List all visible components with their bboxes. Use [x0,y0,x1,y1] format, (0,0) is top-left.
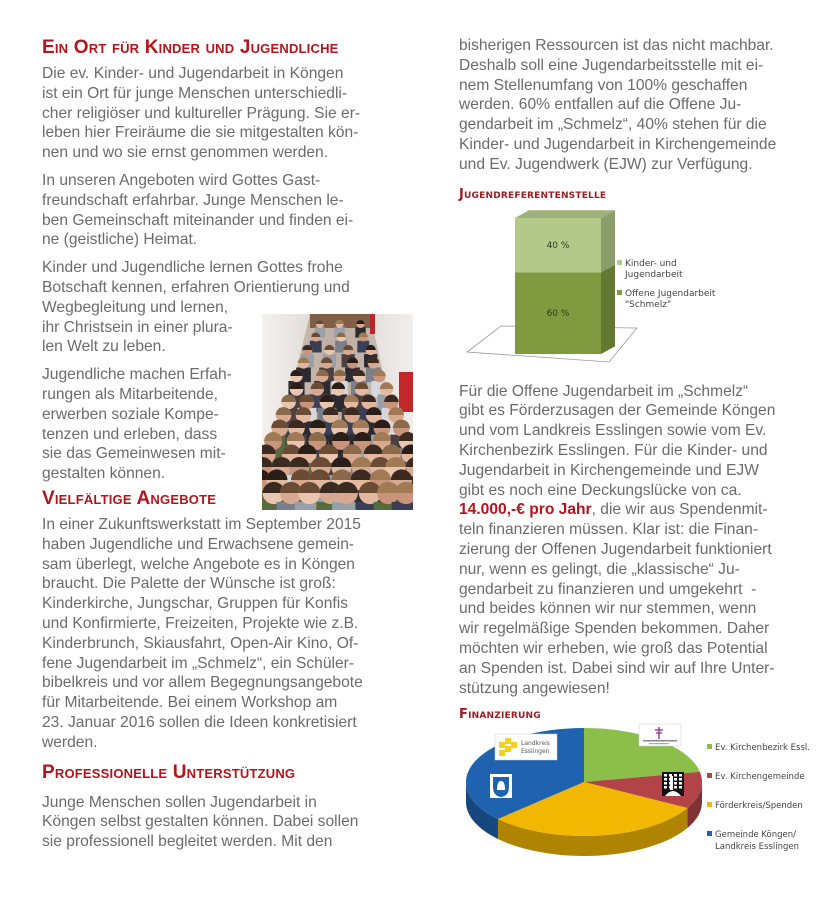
paragraph-ressourcen [459,36,814,175]
text-line: Jugendarbeit in Kirchengemeinde und EJW [459,461,759,479]
text-line: Köngen selbst gestalten können. Dabei sollen [42,813,359,831]
text-line: rungen als Mitarbeitende, [42,385,218,403]
text-line: gendarbeit im „Schmelz“, 40% stehen für die [459,116,767,134]
text-line: haben Jugendliche und Erwachsene gemein- [42,535,355,553]
text-line: erwerben soziale Kompe- [42,405,219,423]
text-line: ben Gemeinschaft miteinander und finden ei- [42,211,354,229]
text-line: sam überlegt, welche Angebote es in Köngen [42,555,355,573]
text-line: cher religiöser und kultureller Prägung. Sie er- [42,104,361,122]
text-line: Für die Offene Jugendarbeit im „Schmelz“ [459,382,749,400]
legend-swatch-0 [707,744,712,749]
kirchenbezirk-logo [639,724,681,746]
text-line: zierung der Offenen Jugendarbeit funktioniert [459,540,772,558]
text-line: Deshalb soll eine Jugendarbeitsstelle mit ei- [459,56,764,74]
legend-swatch-1 [617,290,622,295]
text-line: Kinder- und Jugendarbeit in Kirchengemeinde [459,135,777,153]
text-line: und vom Landkreis Esslingen sowie vom Ev. [459,422,767,440]
text-line: sie professionell begleitet werden. Mit den [42,833,333,851]
text-line: ihr Christsein in einer plura- [42,318,233,336]
text-line: stützung angewiesen! [459,679,610,697]
text-line: Junge Menschen sollen Jugendarbeit in [42,793,317,811]
bar-top [515,210,615,218]
kirchengemeinde-logo [662,772,684,796]
paragraph-foerderzusagen-rest [459,521,775,696]
paragraph-intro [42,64,402,163]
text-line: gendarbeit zu finanzieren und umgekehrt - [459,580,757,598]
bar-segment-side-1 [601,210,615,272]
chart-title-jugendreferentenstelle: Jugendreferentenstelle [459,186,607,202]
paragraph-junge-menschen [42,793,402,852]
group-photo-icon [262,314,413,510]
text-line: nem Stellenumfang von 100% geschaffen [459,76,748,94]
legend-swatch-1 [707,773,712,778]
legend-label: "Schmelz" [625,299,672,310]
paragraph-mitarbeitende [42,365,247,484]
legend-label: Jugendarbeit [625,269,683,280]
text-line: teln finanzieren müssen. Klar ist: die Finan- [459,521,759,539]
text-line: Die ev. Kinder- und Jugendarbeit in Köngen [42,65,344,82]
paragraph-angebote-gastfreundschaft [42,171,402,250]
text-line: ist ein Ort für junge Menschen unterschiedli- [42,84,348,102]
bar-segment-side-0 [601,264,615,353]
text-line: möchten wir erheben, wie groß das Potential [459,639,768,657]
text-line: werden. 60% entfallen auf die Offene Ju- [459,96,742,114]
text-line: Kinderkirche, Jungschar, Gruppen für Konfis [42,595,348,613]
text-line: und Ev. Jugendwerk (EJW) zur Verfügung. [459,155,753,173]
bar-chart-jugendreferentenstelle [459,204,814,374]
group-photo [262,314,413,510]
koengen-bell-crest-icon [490,774,512,798]
text-line: len Welt zu leben. [42,338,166,356]
paragraph-foerderzusagen-lines [459,383,775,499]
text-line: Jugendliche machen Erfah- [42,366,232,384]
bar-data-label-1: 40 % [546,240,570,251]
text-line: Kinder und Jugendliche lernen Gottes frohe [42,259,343,277]
text-line: fene Jugendarbeit im „Schmelz“, ein Schüler- [42,654,355,672]
legend-label: Ev. Kirchengemeinde [715,772,805,783]
text-line: nur, wenn es gelingt, die „klassische“ Ju- [459,560,740,578]
text-line: In unseren Angeboten wird Gottes Gast- [42,171,321,189]
text-line: tenzen und erleben, dass [42,425,218,443]
right-column [459,36,814,872]
text-line: sie das Gemeinwesen mit- [42,445,226,463]
text-line: an Spenden ist. Dabei sind wir auf Ihre Unter- [459,659,775,677]
text-line: braucht. Die Palette der Wünsche ist groß: [42,575,336,593]
heading-ein-ort: Ein Ort für Kinder und Jugendliche [42,37,339,58]
text-line: gibt es noch eine Deckungslücke von ca. [459,481,742,499]
legend-label: Landkreis Esslingen [715,842,800,853]
heading-vielfaeltige-angebote: Vielfältige Angebote [42,487,217,509]
text-line: Kirchenbezirk Esslingen. Für die Kinder- und [459,441,768,459]
bar-data-label-0: 60 % [546,308,570,319]
text-line: In einer Zukunftswerkstatt im September 2015 [42,515,361,533]
legend-label: Kinder- und [625,258,677,269]
paragraph-foerderzusagen-cont: , die wir aus Spendenmit- [591,501,768,519]
text-line: Wegbegleitung und lernen, [42,298,229,316]
paragraph-foerderzusagen [459,382,814,699]
text-line: nen und wo sie ernst genommen werden. [42,144,329,162]
text-line: werden. [42,733,98,751]
legend-label: Förderkreis/Spenden [715,801,803,812]
paragraph-zukunftswerkstatt [42,515,402,753]
legend-swatch-3 [707,831,712,836]
legend-label: Gemeinde Köngen/ [715,830,797,841]
heading-professionelle-unterstuetzung: Professionelle Unterstützung [42,761,296,783]
text-line: 23. Januar 2016 sollen die Ideen konkretisiert [42,713,357,731]
text-line: Kinderbrunch, Skiausfahrt, Open-Air Kino, Of- [42,634,359,652]
text-line: freundschaft erfahrbar. Junge Menschen le- [42,191,344,209]
text-line: gibt es Förderzusagen der Gemeinde Köngen [459,402,776,420]
chart-title-finanzierung: Finanzierung [459,707,541,723]
text-line: ne (geistliche) Heimat. [42,231,198,249]
legend-swatch-2 [707,802,712,807]
text-line: und Konfirmierte, Freizeiten, Projekte wie z.B. [42,614,359,632]
logo-text: Landkreis [521,740,550,748]
text-line: für Mitarbeitende. Bei einem Workshop am [42,694,338,712]
logo-text: Esslingen [521,748,550,756]
pie-chart-finanzierung [459,722,819,872]
text-line: gestalten können. [42,465,166,483]
legend-label: Ev. Kirchenbezirk Essl. [715,743,810,754]
landkreis-esslingen-logo [495,734,557,760]
text-line: bibelkreis und vor allem Begegnungsangebote [42,674,363,692]
legend-swatch-0 [617,260,622,265]
text-line: bisherigen Ressourcen ist das nicht machbar. [459,37,774,54]
text-line: und beides können wir nur stemmen, wenn [459,600,757,618]
text-line: wir regelmäßige Spenden bekommen. Daher [459,620,770,638]
legend-label: Offene Jugendarbeit [625,288,716,299]
highlight-amount: 14.000,-€ pro Jahr [459,501,592,519]
text-line: Botschaft kennen, erfahren Orientierung und [42,278,350,296]
text-line: leben hier Freiräume die sie mitgestalten kön- [42,124,359,142]
